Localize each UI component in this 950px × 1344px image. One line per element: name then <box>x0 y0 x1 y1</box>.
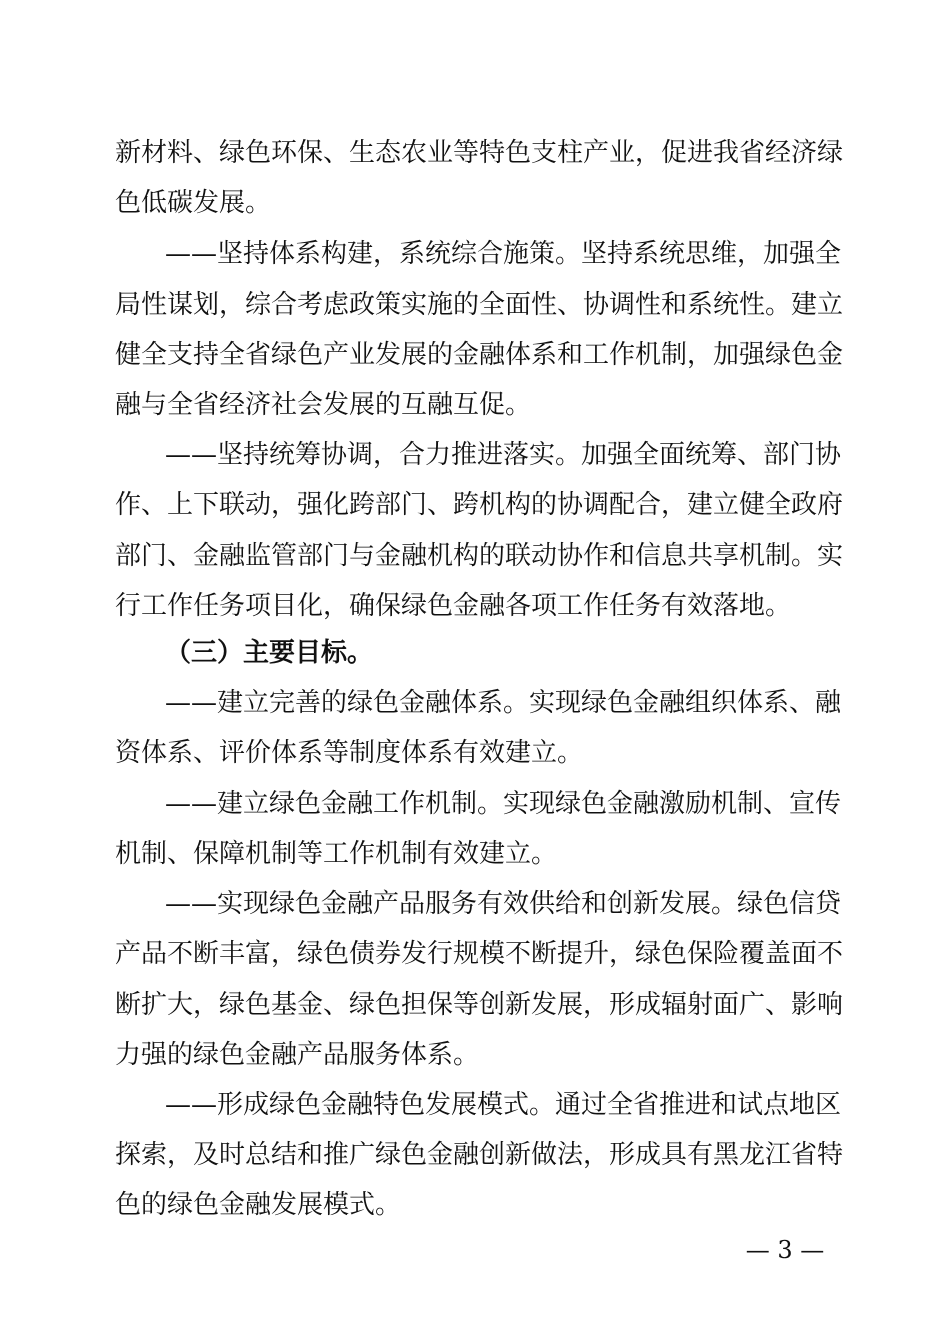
text-line: 色的绿色金融发展模式。 <box>115 1190 402 1220</box>
text-line: ——坚持统筹协调，合力推进落实。加强全面统筹、部门协 <box>165 440 842 470</box>
text-line: ——建立完善的绿色金融体系。实现绿色金融组织体系、融 <box>165 688 842 718</box>
text-line: 产品不断丰富，绿色债券发行规模不断提升，绿色保险覆盖面不 <box>115 939 844 969</box>
text-line: 作、上下联动，强化跨部门、跨机构的协调配合，建立健全政府 <box>115 490 844 520</box>
text-line: 局性谋划，综合考虑政策实施的全面性、协调性和系统性。建立 <box>115 290 844 320</box>
text-line: 部门、金融监管部门与金融机构的联动协作和信息共享机制。实 <box>115 541 844 571</box>
text-line: 色低碳发展。 <box>115 188 272 218</box>
text-line: 融与全省经济社会发展的互融互促。 <box>115 390 532 420</box>
page-number: — 3 — <box>745 1236 825 1264</box>
text-line: 行工作任务项目化，确保绿色金融各项工作任务有效落地。 <box>115 591 792 621</box>
text-line: ——建立绿色金融工作机制。实现绿色金融激励机制、宣传 <box>165 789 842 819</box>
text-line: ——坚持体系构建，系统综合施策。坚持系统思维，加强全 <box>165 239 842 269</box>
text-line: 机制、保障机制等工作机制有效建立。 <box>115 839 558 869</box>
text-line: 探索，及时总结和推广绿色金融创新做法，形成具有黑龙江省特 <box>115 1140 844 1170</box>
text-line: 健全支持全省绿色产业发展的金融体系和工作机制，加强绿色金 <box>115 340 844 370</box>
text-line: 新材料、绿色环保、生态农业等特色支柱产业，促进我省经济绿 <box>115 138 844 168</box>
text-line: ——形成绿色金融特色发展模式。通过全省推进和试点地区 <box>165 1090 842 1120</box>
section-heading: （三）主要目标。 <box>165 638 374 668</box>
text-line: 资体系、评价体系等制度体系有效建立。 <box>115 738 584 768</box>
text-line: ——实现绿色金融产品服务有效供给和创新发展。绿色信贷 <box>165 889 842 919</box>
text-line: 断扩大，绿色基金、绿色担保等创新发展，形成辐射面广、影响 <box>115 990 844 1020</box>
text-line: 力强的绿色金融产品服务体系。 <box>115 1040 480 1070</box>
